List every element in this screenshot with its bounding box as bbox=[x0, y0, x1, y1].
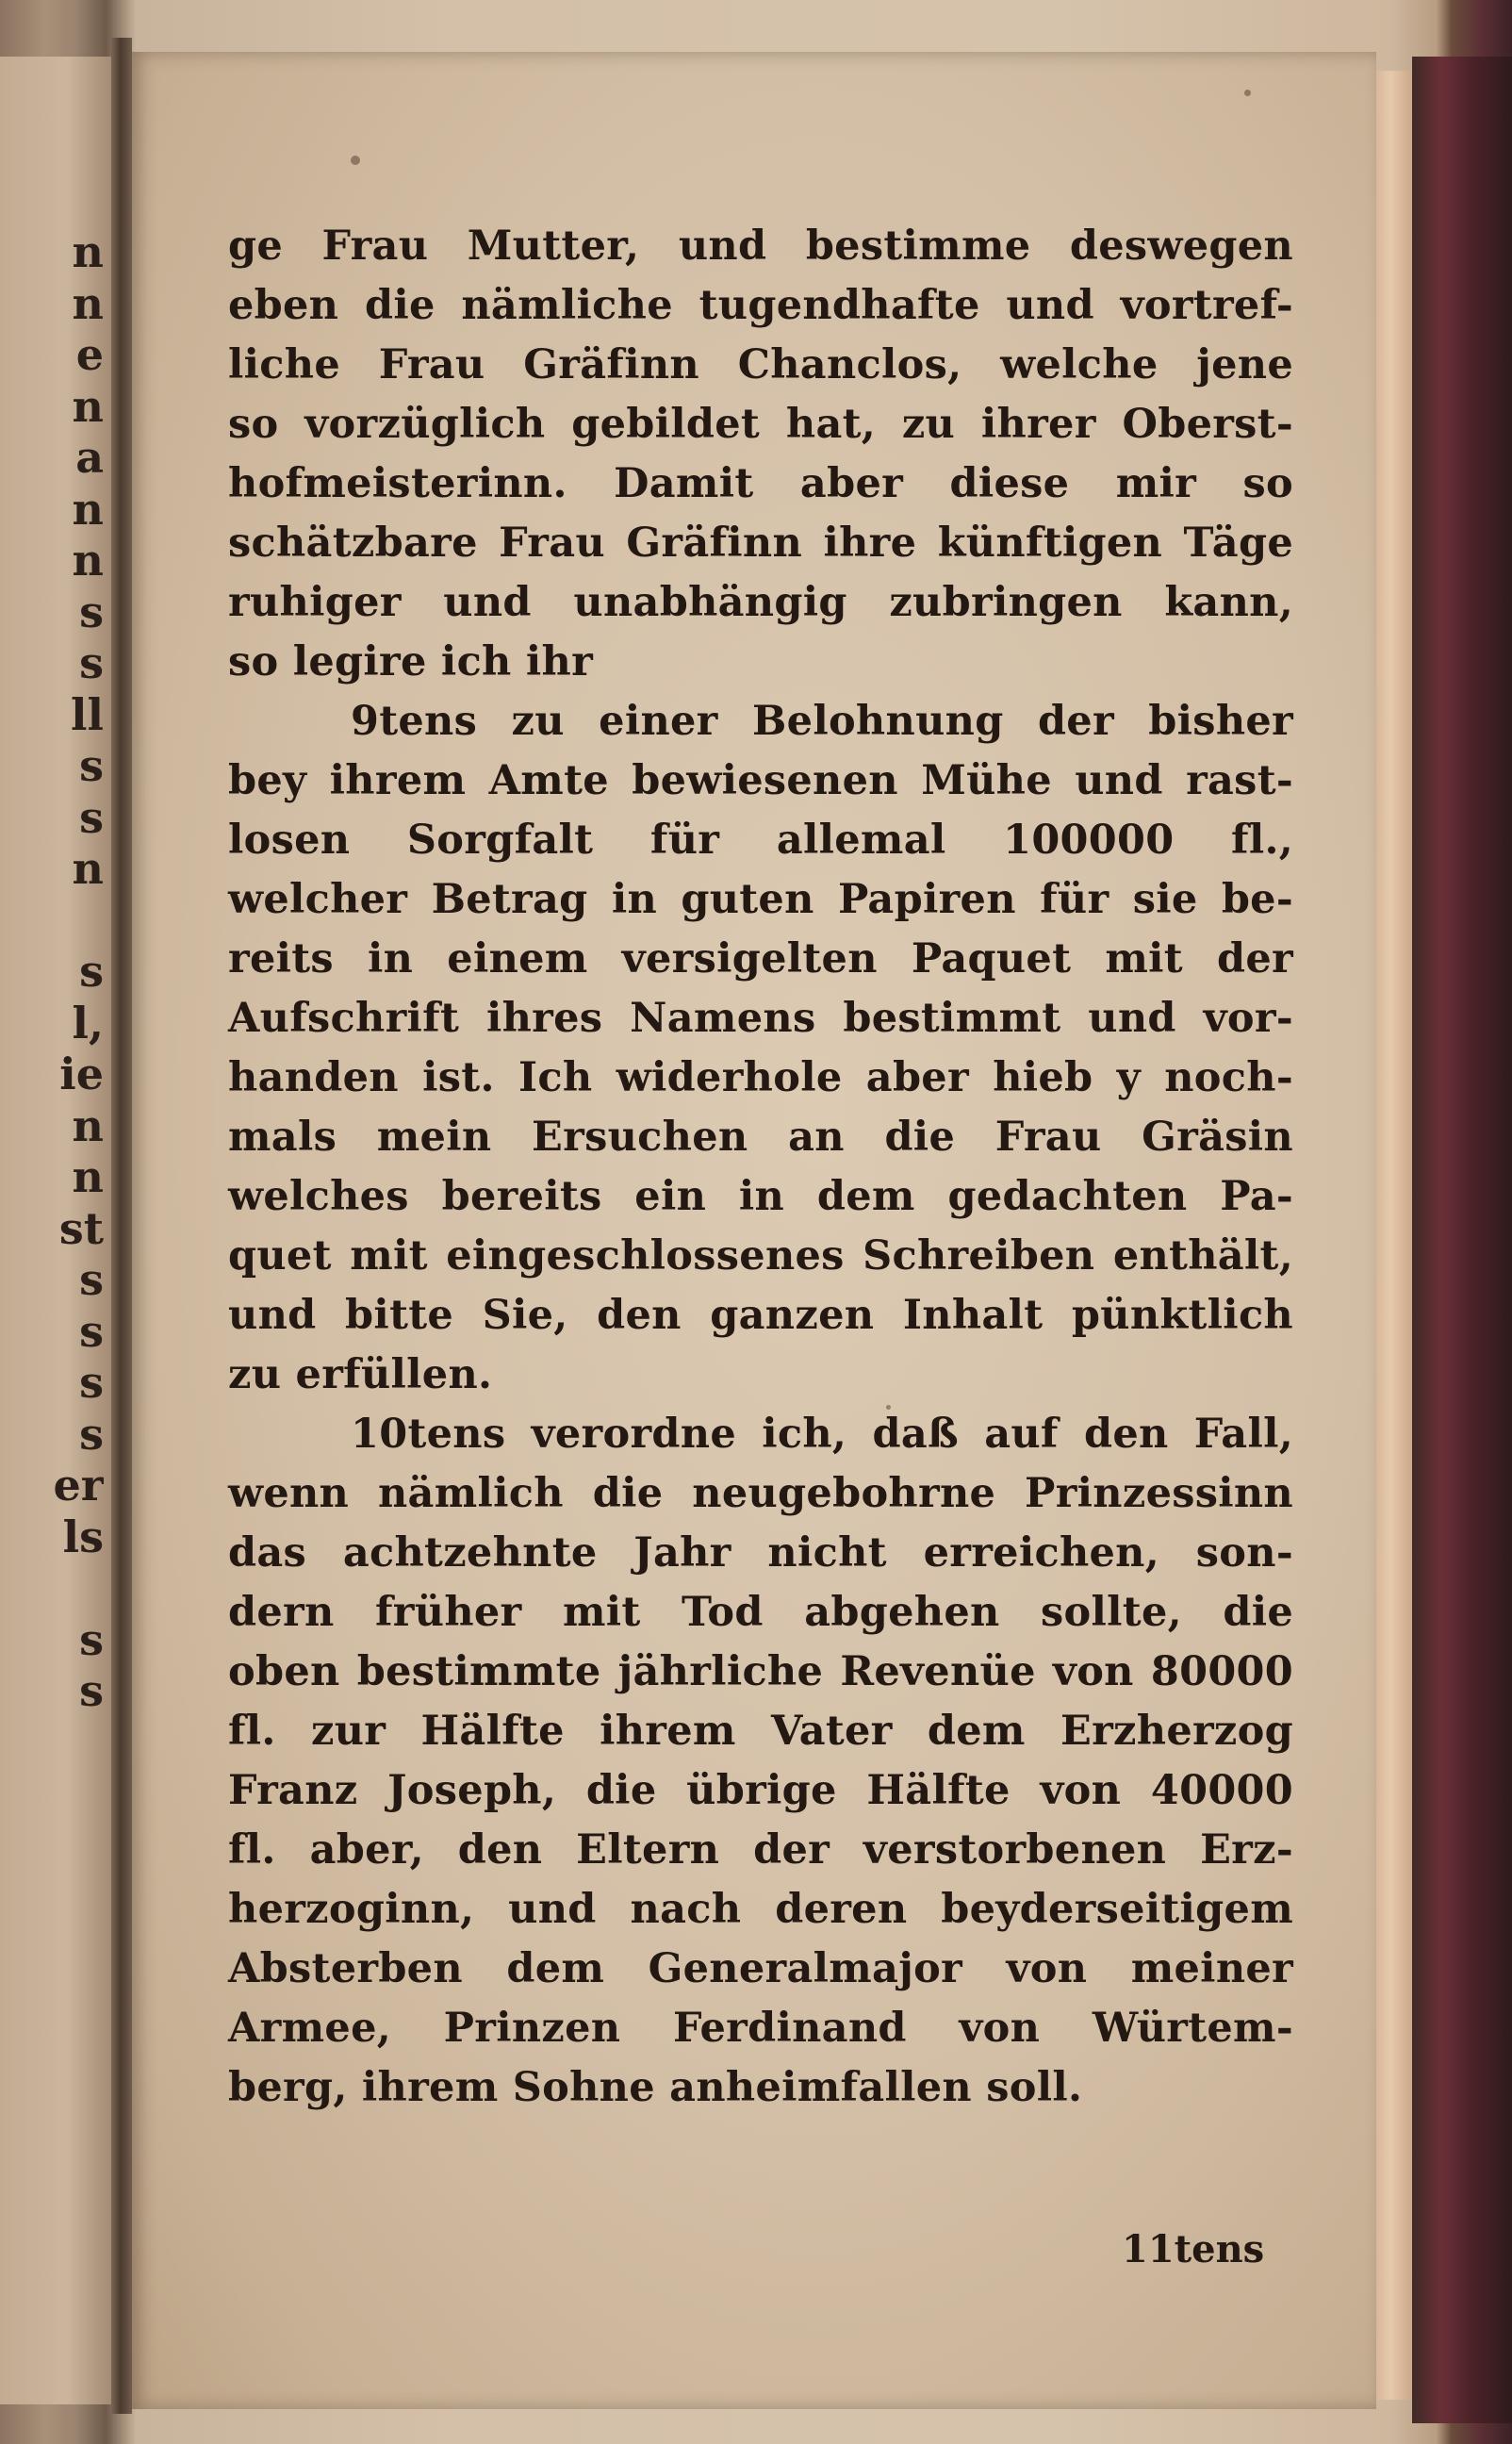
text-line: hofmeisterinn. Damit aber diese mir so bbox=[228, 460, 1293, 507]
paper-speck bbox=[1244, 90, 1251, 96]
text-line: so legire ich ihr bbox=[228, 638, 594, 685]
page-body-text bbox=[228, 217, 1293, 2118]
left-page-fragment: s bbox=[79, 586, 104, 637]
text-line: Aufschrift ihres Namens bestimmt und vor- bbox=[228, 995, 1293, 1042]
left-page-text-fragments bbox=[0, 226, 104, 1717]
left-page-fragment: n bbox=[72, 1099, 104, 1151]
text-line: so vorzüglich gebildet hat, zu ihrer Oberst- bbox=[228, 401, 1293, 448]
text-line: fl. zur Hälfte ihrem Vater dem Erzherzog bbox=[228, 1708, 1293, 1755]
left-page-fragment: s bbox=[79, 637, 104, 688]
text-line: losen Sorgfalt für allemal 100000 fl., bbox=[228, 817, 1293, 864]
left-page-fragment: s bbox=[79, 1357, 104, 1408]
text-line: ge Frau Mutter, und bestimme deswegen bbox=[228, 223, 1293, 270]
left-page-fragment: s bbox=[79, 1665, 104, 1716]
catchword: 11tens bbox=[1122, 2227, 1265, 2271]
page-fore-edge bbox=[1376, 71, 1412, 2400]
text-line: welcher Betrag in guten Papiren für sie be- bbox=[228, 876, 1293, 923]
text-line: liche Frau Gräfinn Chanclos, welche jene bbox=[228, 341, 1293, 388]
left-page-fragment: s bbox=[79, 740, 104, 791]
left-page-fragment: n bbox=[72, 843, 104, 894]
text-line: mals mein Ersuchen an die Frau Gräsin bbox=[228, 1114, 1293, 1161]
text-line: reits in einem versigelten Paquet mit der bbox=[228, 935, 1293, 983]
text-line: Franz Joseph, die übrige Hälfte von 40000 bbox=[228, 1767, 1293, 1814]
text-line: Absterben dem Generalmajor von meiner bbox=[228, 1945, 1293, 1992]
text-line: 9tens zu einer Belohnung der bisher bbox=[351, 698, 1293, 745]
left-page-fragment: ll bbox=[71, 688, 104, 740]
left-page-fragment: ls bbox=[62, 1511, 104, 1562]
left-page-fragment bbox=[0, 895, 104, 947]
text-line: bey ihrem Amte bewiesenen Mühe und rast- bbox=[228, 757, 1293, 804]
book-gutter bbox=[111, 38, 132, 2414]
left-page-fragment: n bbox=[72, 226, 104, 277]
text-line: und bitte Sie, den ganzen Inhalt pünktlich bbox=[228, 1292, 1293, 1339]
left-page-fragment: n bbox=[72, 535, 104, 586]
left-page-fragment: n bbox=[72, 483, 104, 535]
left-page-fragment: s bbox=[79, 1613, 104, 1665]
left-page-fragment: a bbox=[75, 432, 104, 483]
text-line: fl. aber, den Eltern der verstorbenen Erz- bbox=[228, 1826, 1293, 1874]
left-page-fragment: s bbox=[79, 791, 104, 843]
text-line: dern früher mit Tod abgehen sollte, die bbox=[228, 1589, 1293, 1636]
left-page-fragment: l, bbox=[72, 997, 104, 1049]
text-line: welches bereits ein in dem gedachten Pa- bbox=[228, 1173, 1293, 1220]
left-page-fragment: s bbox=[79, 1305, 104, 1357]
text-line: ruhiger und unabhängig zubringen kann, bbox=[228, 579, 1293, 626]
text-line: wenn nämlich die neugebohrne Prinzessinn bbox=[228, 1470, 1293, 1517]
left-page-fragment: n bbox=[72, 380, 104, 432]
left-page-fragment: s bbox=[79, 1408, 104, 1460]
left-page-fragment: n bbox=[72, 1151, 104, 1202]
left-page-fragment: e bbox=[75, 329, 104, 380]
book-cover-edge bbox=[1412, 57, 1512, 2423]
text-line: herzoginn, und nach deren beyderseitigem bbox=[228, 1886, 1293, 1933]
text-line: 10tens verordne ich, daß auf den Fall, bbox=[351, 1411, 1293, 1458]
left-page-fragment: s bbox=[79, 1254, 104, 1305]
text-line: Armee, Prinzen Ferdinand von Würtem- bbox=[228, 2005, 1293, 2052]
left-page-fragment: ie bbox=[59, 1049, 104, 1099]
text-line: berg, ihrem Sohne anheimfallen soll. bbox=[228, 2064, 1083, 2111]
left-page-fragment bbox=[0, 1562, 104, 1614]
text-line: das achtzehnte Jahr nicht erreichen, son- bbox=[228, 1529, 1293, 1577]
text-line: eben die nämliche tugendhafte und vortref- bbox=[228, 282, 1293, 329]
left-page-fragment: s bbox=[79, 946, 104, 997]
paper-speck bbox=[351, 156, 360, 165]
left-page-fragment: st bbox=[58, 1202, 104, 1254]
text-line: handen ist. Ich widerhole aber hieb y noch- bbox=[228, 1054, 1293, 1101]
text-line: quet mit eingeschlossenes Schreiben enthält, bbox=[228, 1232, 1293, 1280]
left-page-fragment: n bbox=[72, 277, 104, 329]
text-line: schätzbare Frau Gräfinn ihre künftigen Täge bbox=[228, 520, 1293, 567]
text-line: oben bestimmte jährliche Revenüe von 80000 bbox=[228, 1648, 1293, 1695]
text-line: zu erfüllen. bbox=[228, 1351, 493, 1398]
left-page-fragment: er bbox=[53, 1460, 104, 1511]
